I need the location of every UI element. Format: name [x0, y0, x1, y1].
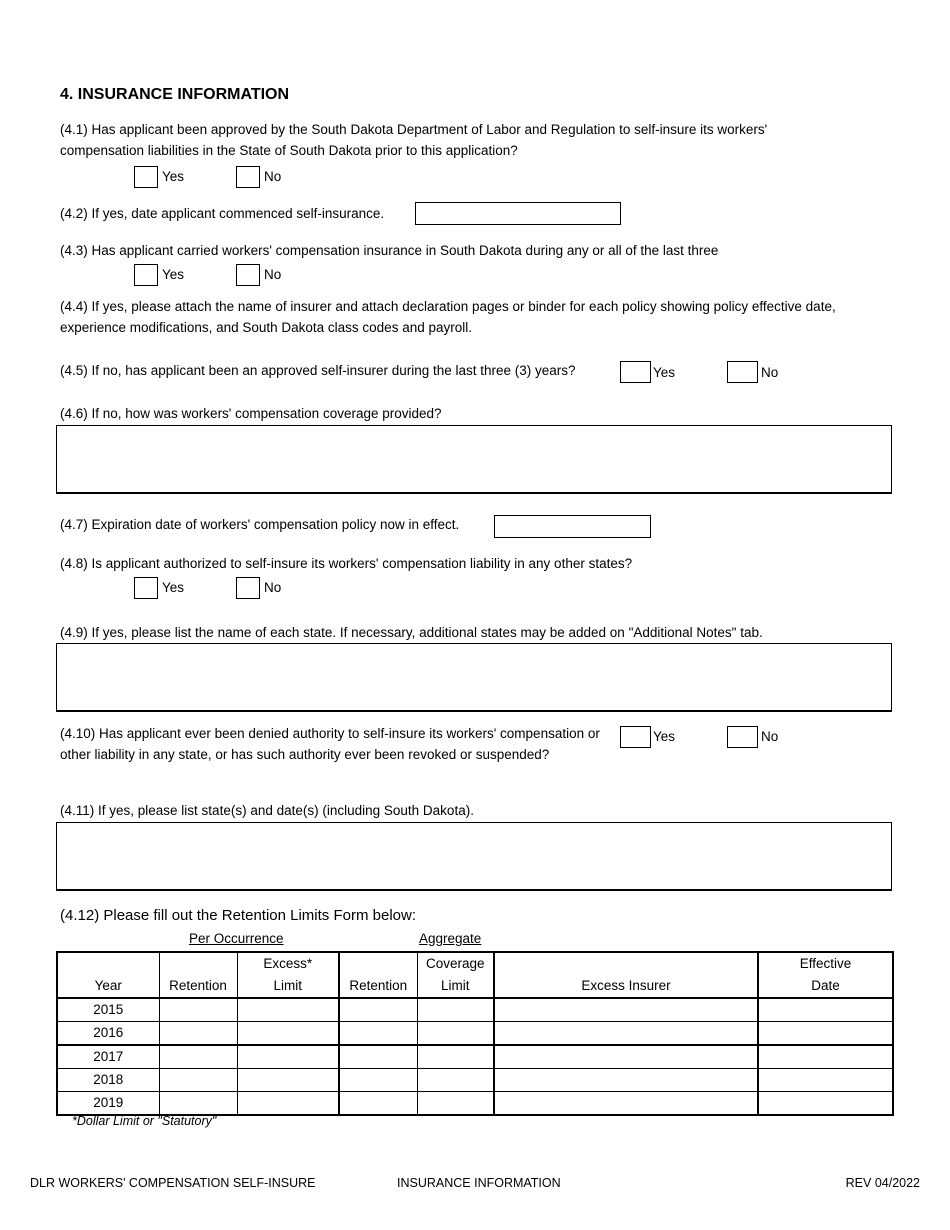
effective-date-cell[interactable]: [758, 998, 893, 1022]
question-4-4: (4.4) If yes, please attach the name of insurer and attach declaration pages or binder for each policy showing policy effective date, experience modifications, and South Dakota class codes and payroll.: [60, 299, 836, 335]
aggregate-retention-cell[interactable]: [339, 998, 417, 1022]
header-retention: Retention: [159, 975, 237, 998]
q49-states-textarea[interactable]: [56, 643, 892, 712]
q41-no-label: No: [264, 169, 282, 184]
excess-limit-cell[interactable]: [237, 1069, 339, 1092]
table-row: [57, 1069, 893, 1092]
coverage-limit-cell[interactable]: [417, 1092, 494, 1116]
footer-center: INSURANCE INFORMATION: [397, 1176, 561, 1190]
aggregate-retention-cell[interactable]: [339, 1045, 417, 1069]
q48-yes-label: Yes: [162, 580, 185, 595]
excess-limit-cell[interactable]: [237, 1092, 339, 1116]
header-year: Year: [57, 975, 159, 998]
table-row: [57, 1045, 893, 1069]
question-4-3: (4.3) Has applicant carried workers' compensation insurance in South Dakota during any or all of the last three: [60, 243, 719, 258]
year-cell: 2017: [57, 1045, 159, 1069]
q410-no-label: No: [761, 729, 779, 744]
q41-no-checkbox[interactable]: [236, 166, 260, 188]
question-4-10: (4.10) Has applicant ever been denied authority to self-insure its workers' compensation or other liability in any state, or has such authority ever been revoked or suspended?: [60, 726, 600, 762]
header-coverage-top: Coverage: [417, 952, 494, 975]
effective-date-cell[interactable]: [758, 1092, 893, 1116]
q43-yes-checkbox[interactable]: [134, 264, 158, 286]
retention-cell[interactable]: [159, 1092, 237, 1116]
question-4-6: (4.6) If no, how was workers' compensation coverage provided?: [60, 406, 442, 421]
footer-left: DLR WORKERS' COMPENSATION SELF-INSURE: [30, 1176, 316, 1190]
effective-date-cell[interactable]: [758, 1069, 893, 1092]
header-aggregate-retention: Retention: [339, 975, 417, 998]
table-row: [57, 1092, 893, 1116]
question-4-1: (4.1) Has applicant been approved by the South Dakota Department of Labor and Regulation to self-insure its workers' compensation liabilities in the State of South Dakota prior to this application?: [60, 122, 768, 158]
q45-yes-label: Yes: [653, 365, 676, 380]
table-footnote: *Dollar Limit or "Statutory": [72, 1114, 217, 1128]
retention-cell[interactable]: [159, 1045, 237, 1069]
aggregate-retention-cell[interactable]: [339, 1092, 417, 1116]
question-4-12: (4.12) Please fill out the Retention Limits Form below:: [60, 907, 416, 924]
retention-cell[interactable]: [159, 1069, 237, 1092]
q45-no-checkbox[interactable]: [727, 361, 758, 383]
header-excess-insurer: Excess Insurer: [494, 975, 758, 998]
retention-limits-table: [56, 951, 894, 1116]
q411-states-dates-textarea[interactable]: [56, 822, 892, 891]
table-row: [57, 998, 893, 1022]
effective-date-cell[interactable]: [758, 1022, 893, 1046]
header-excess-insurer-top: [494, 952, 758, 975]
question-4-7: (4.7) Expiration date of workers' compensation policy now in effect.: [60, 517, 460, 532]
header-excess-limit: Limit: [237, 975, 339, 998]
aggregate-label: Aggregate: [419, 931, 482, 946]
q48-no-label: No: [264, 580, 282, 595]
excess-limit-cell[interactable]: [237, 1022, 339, 1046]
coverage-limit-cell[interactable]: [417, 1069, 494, 1092]
year-cell: 2018: [57, 1069, 159, 1092]
question-4-9: (4.9) If yes, please list the name of each state. If necessary, additional states may be added on "Additional Notes" tab.: [60, 625, 763, 640]
excess-insurer-cell[interactable]: [494, 1045, 758, 1069]
header-retention-top: [159, 952, 237, 975]
coverage-limit-cell[interactable]: [417, 1022, 494, 1046]
question-4-5: (4.5) If no, has applicant been an approved self-insurer during the last three (3) years?: [60, 363, 576, 378]
table-row: [57, 1022, 893, 1046]
header-effective-top: Effective: [758, 952, 893, 975]
question-4-11: (4.11) If yes, please list state(s) and date(s) (including South Dakota).: [60, 803, 474, 818]
excess-insurer-cell[interactable]: [494, 1022, 758, 1046]
q43-no-label: No: [264, 267, 282, 282]
q41-yes-label: Yes: [162, 169, 185, 184]
coverage-limit-cell[interactable]: [417, 1045, 494, 1069]
year-cell: 2019: [57, 1092, 159, 1116]
header-effective-date: Date: [758, 975, 893, 998]
q43-no-checkbox[interactable]: [236, 264, 260, 286]
effective-date-cell[interactable]: [758, 1045, 893, 1069]
year-cell: 2016: [57, 1022, 159, 1046]
q43-yes-label: Yes: [162, 267, 185, 282]
footer-right: REV 04/2022: [845, 1176, 920, 1190]
q47-expiration-field[interactable]: [494, 515, 651, 538]
header-year-top: [57, 952, 159, 975]
question-4-2: (4.2) If yes, date applicant commenced self-insurance.: [60, 206, 385, 221]
q48-yes-checkbox[interactable]: [134, 577, 158, 599]
aggregate-retention-cell[interactable]: [339, 1069, 417, 1092]
retention-cell[interactable]: [159, 998, 237, 1022]
q410-no-checkbox[interactable]: [727, 726, 758, 748]
question-4-8: (4.8) Is applicant authorized to self-insure its workers' compensation liability in any other states?: [60, 556, 633, 571]
q410-yes-label: Yes: [653, 729, 676, 744]
header-retention2-top: [339, 952, 417, 975]
q46-coverage-textarea[interactable]: [56, 425, 892, 494]
excess-limit-cell[interactable]: [237, 998, 339, 1022]
excess-insurer-cell[interactable]: [494, 1092, 758, 1116]
section-title: 4. INSURANCE INFORMATION: [60, 86, 290, 103]
header-excess-top: Excess*: [237, 952, 339, 975]
aggregate-retention-cell[interactable]: [339, 1022, 417, 1046]
q48-no-checkbox[interactable]: [236, 577, 260, 599]
excess-limit-cell[interactable]: [237, 1045, 339, 1069]
header-coverage-limit: Limit: [417, 975, 494, 998]
retention-cell[interactable]: [159, 1022, 237, 1046]
year-cell: 2015: [57, 998, 159, 1022]
coverage-limit-cell[interactable]: [417, 998, 494, 1022]
excess-insurer-cell[interactable]: [494, 1069, 758, 1092]
q45-no-label: No: [761, 365, 779, 380]
q42-date-field[interactable]: [415, 202, 621, 225]
q41-yes-checkbox[interactable]: [134, 166, 158, 188]
q410-yes-checkbox[interactable]: [620, 726, 651, 748]
per-occurrence-label: Per Occurrence: [189, 931, 284, 946]
q45-yes-checkbox[interactable]: [620, 361, 651, 383]
excess-insurer-cell[interactable]: [494, 998, 758, 1022]
